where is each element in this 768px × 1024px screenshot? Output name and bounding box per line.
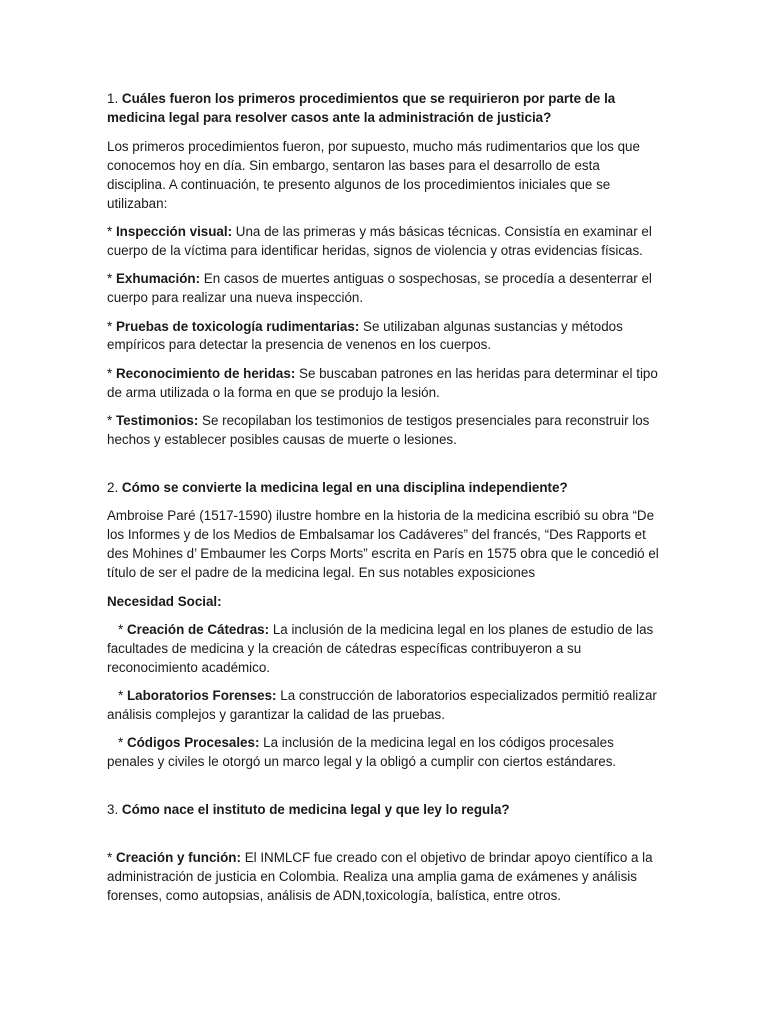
item-term: Exhumación:	[115, 271, 201, 287]
question-1	[107, 90, 659, 128]
list-item	[107, 318, 659, 356]
item-term: Inspección visual:	[115, 223, 233, 239]
item-term: Creación de Cátedras:	[126, 621, 270, 637]
item-text: Una de las primeras y más básicas técnicas. Consistía en examinar el cuerpo de la víctima para identificar heridas, signos de violencia y otras evidencias físicas.	[107, 223, 652, 258]
list-item	[107, 412, 659, 450]
bullet: *	[118, 621, 124, 637]
q1-intro: Los primeros procedimientos fueron, por supuesto, mucho más rudimentarios que los que conocemos hoy en día. Sin embargo, sentaron las bases para el desarrollo de esta disciplina. A continuación, te presento algunos de los procedimientos iniciales que se utilizaban:	[107, 138, 640, 211]
item-term: Creación y función:	[115, 850, 241, 866]
bullet: *	[118, 735, 124, 751]
item-text: Se buscaban patrones en las heridas para determinar el tipo de arma utilizada o la forma en que se produjo la lesión.	[107, 365, 658, 400]
bullet: *	[107, 365, 113, 381]
item-text: El INMLCF fue creado con el objetivo de brindar apoyo científico a la administración de justicia en Colombia. Realiza una amplia gama de exámenes y análisis forenses, como autopsias, análisis de ADN,toxicología, balística, entre otros.	[107, 850, 653, 903]
list-item	[107, 365, 659, 403]
list-item	[107, 223, 659, 261]
bullet: *	[107, 413, 113, 429]
question-2	[107, 479, 659, 498]
question-number: 2.	[107, 480, 119, 495]
question-text: Cómo se convierte la medicina legal en una disciplina independiente?	[121, 480, 568, 495]
item-text: La inclusión de la medicina legal en los planes de estudio de las facultades de medicina y la creación de cátedras específicas contribuyeron a su reconocimiento académico.	[107, 621, 654, 675]
question-text: Cuáles fueron los primeros procedimientos que se requirieron por parte de la medicina legal para resolver casos ante la administración de justicia?	[107, 91, 616, 125]
item-text: Se recopilaban los testimonios de testigos presenciales para reconstruir los hechos y establecer posibles causas de muerte o lesiones.	[107, 413, 650, 448]
bullet: *	[107, 850, 113, 866]
item-term: Pruebas de toxicología rudimentarias:	[115, 318, 360, 334]
subheading	[107, 593, 659, 612]
bullet: *	[107, 223, 113, 239]
list-item	[107, 734, 659, 772]
item-text: Se utilizaban algunas sustancias y métodos empíricos para detectar la presencia de venenos en los cuerpos.	[107, 318, 623, 353]
item-term: Testimonios:	[115, 413, 199, 429]
question-3	[107, 801, 659, 820]
item-term: Códigos Procesales:	[126, 735, 260, 751]
item-text: En casos de muertes antiguas o sospechosas, se procedía a desenterrar el cuerpo para realizar una nueva inspección.	[107, 271, 652, 306]
item-term: Laboratorios Forenses:	[126, 688, 277, 704]
list-item	[107, 849, 659, 906]
bullet: *	[118, 688, 124, 704]
item-text: La construcción de laboratorios especializados permitió realizar análisis complejos y garantizar la calidad de las pruebas.	[107, 688, 657, 723]
bullet: *	[107, 271, 113, 287]
question-number: 1.	[107, 91, 119, 106]
subheading-text: Necesidad Social:	[107, 593, 222, 609]
list-item	[107, 687, 659, 725]
document-page	[107, 90, 659, 906]
list-item	[107, 270, 659, 308]
q2-paragraph: Ambroise Paré (1517-1590) ilustre hombre en la historia de la medicina escribió su obra “De los Informes y de los Medios de Embalsamar los Cadáveres” del francés, “Des Rapports et des Mohines d’ Embaumer les Corps Morts” escrita en París en 1575 obra que le concedió el título de ser el padre de la medicina legal. En sus notables exposiciones	[107, 508, 659, 581]
list-item	[107, 621, 659, 678]
item-term: Reconocimiento de heridas:	[115, 365, 296, 381]
item-text: La inclusión de la medicina legal en los códigos procesales penales y civiles le otorgó un marco legal y la obligó a cumplir con ciertos estándares.	[107, 735, 617, 770]
question-number: 3.	[107, 802, 119, 818]
bullet: *	[107, 318, 113, 334]
question-text: Cómo nace el instituto de medicina legal y que ley lo regula?	[121, 802, 510, 818]
